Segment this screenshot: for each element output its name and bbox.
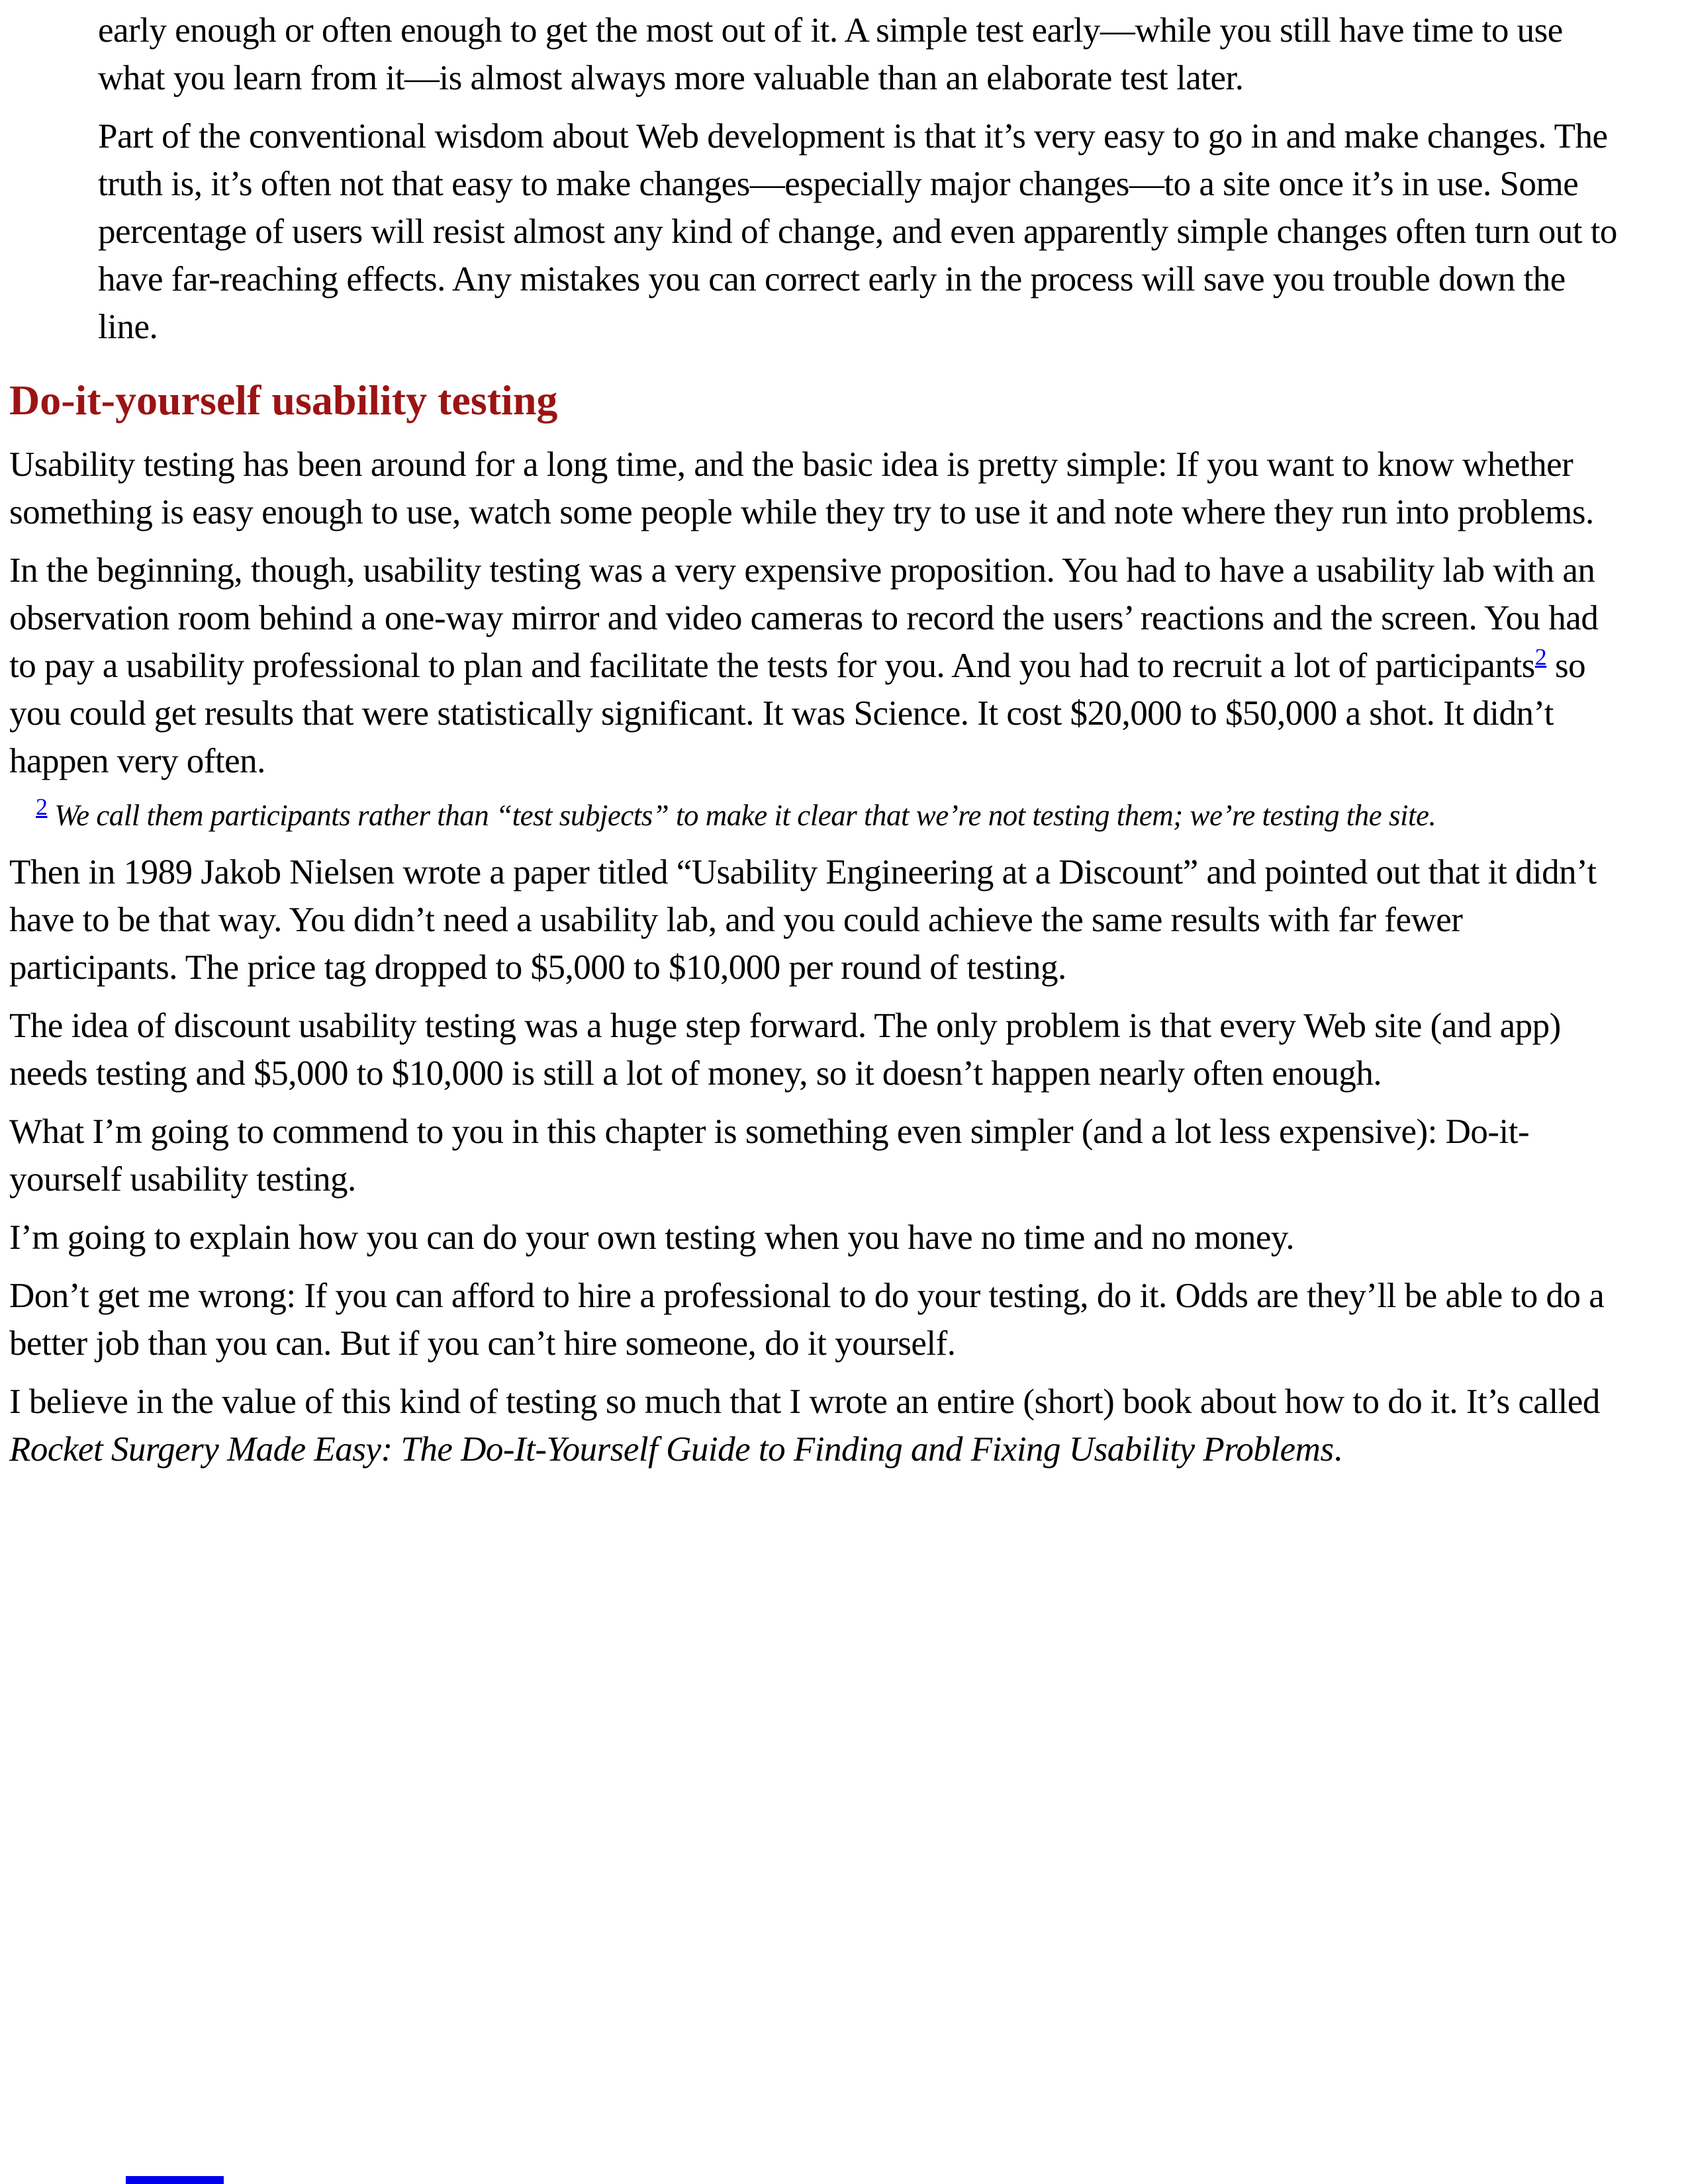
section-heading: Do-it-yourself usability testing xyxy=(9,377,558,424)
paragraph-in-the-beginning xyxy=(9,547,1630,785)
paragraph-dont-get-me-wrong: Don’t get me wrong: If you can afford to hire a professional to do your testing, do it. Odds are they’ll be able to do a better job than you can. But if you can’t hire someone, do it yourself. xyxy=(9,1277,1605,1363)
intro-block xyxy=(98,7,1630,351)
paragraph-commend: What I’m going to commend to you in this chapter is something even simpler (and a lot less expensive): Do-it-yourself usability testing. xyxy=(9,1113,1530,1199)
paragraph-text: I believe in the value of this kind of testing so much that I wrote an entire (short) book about how to do it. It’s called xyxy=(9,1383,1600,1421)
paragraph-text: . xyxy=(1333,1430,1342,1469)
book-title: Rocket Surgery Made Easy: The Do-It-Yourself Guide to Finding and Fixing Usability Problems xyxy=(9,1430,1334,1469)
paragraph-nielsen: Then in 1989 Jakob Nielsen wrote a paper titled “Usability Engineering at a Discount” and pointed out that it didn’t have to be that way. You didn’t need a usability lab, and you could achieve the same results with far fewer participants. The price tag dropped to $5,000 to $10,000 per round of testing. xyxy=(9,853,1597,987)
footnote xyxy=(36,796,1630,835)
footnote-text: We call them participants rather than “test subjects” to make it clear that we’re not testing them; we’re testing the site. xyxy=(47,799,1436,832)
paragraph-continued: early enough or often enough to get the most out of it. A simple test early—while you still have time to use what you learn from it—is almost always more valuable than an elaborate test later. xyxy=(98,11,1563,97)
footnote-marker-link[interactable]: 2 xyxy=(36,794,48,820)
paragraph-text: In the beginning, though, usability testing was a very expensive proposition. You had to have a usability lab with an observation room behind a one-way mirror and video cameras to record the users’ reactions and the screen. You had to pay a usability professional to plan and facilitate the tests for you. And you had to recruit a lot of participants xyxy=(9,551,1599,685)
paragraph-usability-testing: Usability testing has been around for a long time, and the basic idea is pretty simple: If you want to know whether something is easy enough to use, watch some people while they try to use it and note where they run into problems. xyxy=(9,445,1594,531)
paragraph-believe xyxy=(9,1378,1630,1473)
footnote-ref-link[interactable]: 2 xyxy=(1534,643,1547,670)
clipped-link-bar[interactable] xyxy=(126,2176,224,2184)
paragraph-text: so you could get results that were statistically significant. It was Science. It cost $20,000 to $50,000 a shot. It didn’t happen very often. xyxy=(9,647,1586,780)
paragraph-conventional-wisdom: Part of the conventional wisdom about Web development is that it’s very easy to go in and make changes. The truth is, it’s often not that easy to make changes—especially major changes—to a site once it’s in use. Some percentage of users will resist almost any kind of change, and even apparently simple changes often turn out to have far-reaching effects. Any mistakes you can correct early in the process will save you trouble down the line. xyxy=(98,117,1617,346)
paragraph-explain: I’m going to explain how you can do your own testing when you have no time and no money. xyxy=(9,1218,1295,1257)
paragraph-discount-testing: The idea of discount usability testing was a huge step forward. The only problem is that every Web site (and app) needs testing and $5,000 to $10,000 is still a lot of money, so it doesn’t happen nearly often enough. xyxy=(9,1007,1561,1093)
